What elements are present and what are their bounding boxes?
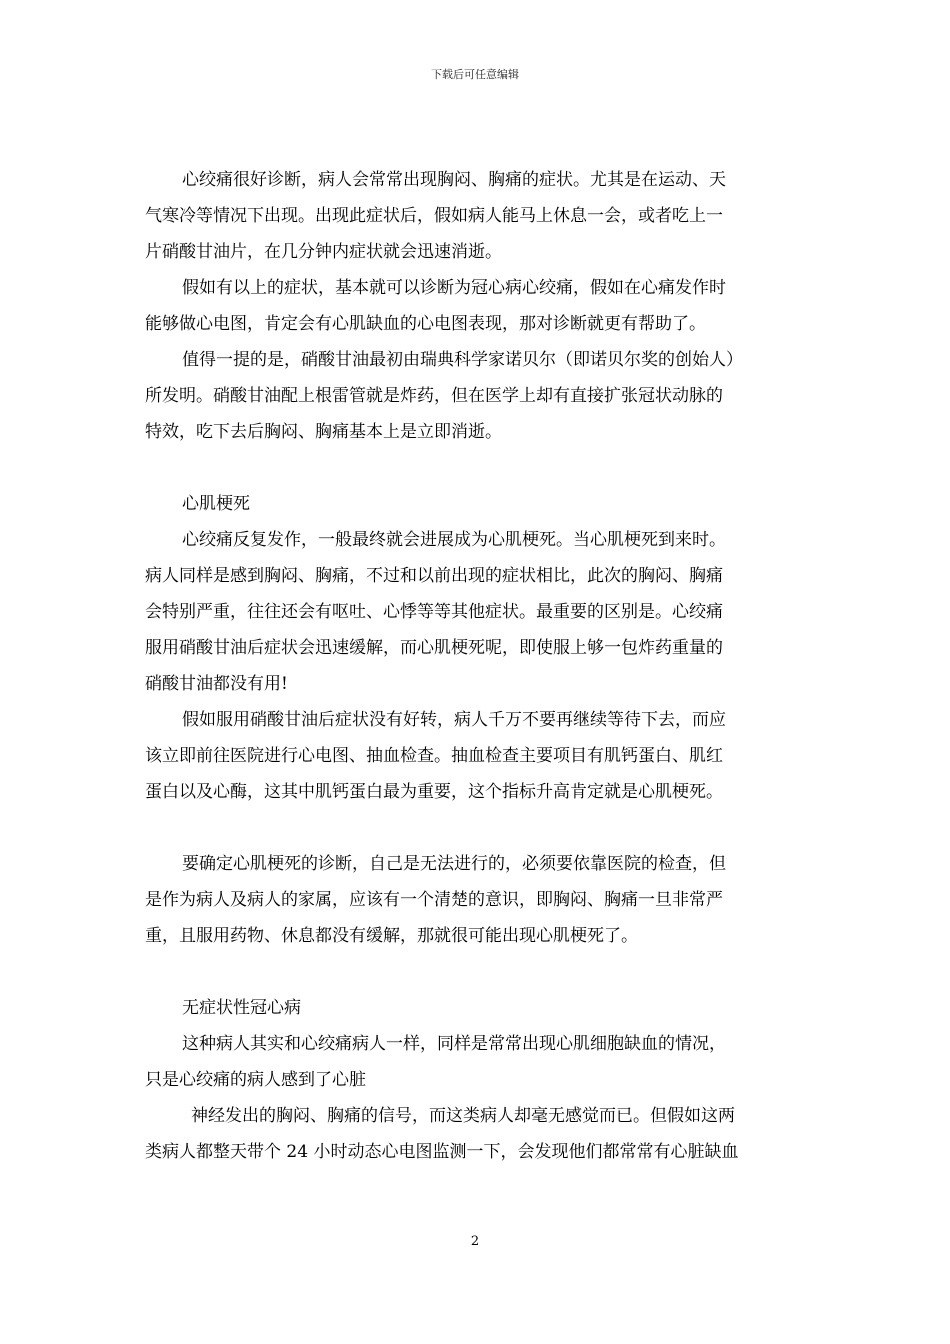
text-line: 会特别严重，往往还会有呕吐、心悸等等其他症状。最重要的区别是。心绞痛 [145, 602, 723, 622]
section-heading-infarction: 心肌梗死 [182, 494, 250, 514]
text-line: 所发明。硝酸甘油配上根雷管就是炸药，但在医学上却有直接扩张冠状动脉的 [145, 386, 723, 406]
text-line: 服用硝酸甘油后症状会迅速缓解，而心肌梗死呢，即使服上够一包炸药重量的 [145, 638, 723, 658]
section-heading-silent-chd: 无症状性冠心病 [182, 998, 301, 1018]
text-line: 重，且服用药物、休息都没有缓解，那就很可能出现心肌梗死了。 [145, 926, 638, 946]
text-line: 能够做心电图，肯定会有心肌缺血的心电图表现，那对诊断就更有帮助了。 [145, 314, 706, 334]
paragraph-infarction-progression [145, 522, 808, 702]
text-line: 硝酸甘油都没有用! [145, 674, 288, 694]
text-line: 气寒冷等情况下出现。出现此症状后，假如病人能马上休息一会，或者吃上一 [145, 206, 723, 226]
paragraph-silent-ischemia [145, 1026, 808, 1098]
text-line: 类病人都整天带个 24 小时动态心电图监测一下，会发现他们都常常有心脏缺血 [145, 1142, 739, 1162]
paragraph-diagnosis-awareness [145, 846, 808, 954]
page-header: 下载后可任意编辑 [431, 68, 519, 81]
text-line: 该立即前往医院进行心电图、抽血检查。抽血检查主要项目有肌钙蛋白、肌红 [145, 746, 723, 766]
text-line: 假如服用硝酸甘油后症状没有好转，病人千万不要再继续等待下去，而应 [182, 710, 726, 730]
text-line: 心绞痛反复发作，一般最终就会进展成为心肌梗死。当心肌梗死到来时。 [182, 530, 726, 550]
text-line: 特效，吃下去后胸闷、胸痛基本上是立即消逝。 [145, 422, 502, 442]
paragraph-angina-diagnosis [145, 162, 808, 270]
paragraph-hospital-checks [145, 702, 808, 810]
text-line: 这种病人其实和心绞痛病人一样，同样是常常出现心肌细胞缺血的情况， [182, 1034, 726, 1054]
document-body [145, 162, 808, 1170]
page-number: 2 [470, 1234, 480, 1249]
text-line: 是作为病人及病人的家属，应该有一个清楚的意识，即胸闷、胸痛一旦非常严 [145, 890, 723, 910]
paragraph-symptoms [145, 270, 808, 342]
text-line: 心绞痛很好诊断，病人会常常出现胸闷、胸痛的症状。尤其是在运动、天 [182, 170, 726, 190]
spacer [145, 954, 808, 990]
text-line: 神经发出的胸闷、胸痛的信号，而这类病人却毫无感觉而已。但假如这两 [191, 1106, 735, 1126]
text-line: 病人同样是感到胸闷、胸痛，不过和以前出现的症状相比，此次的胸闷、胸痛 [145, 566, 723, 586]
text-line: 要确定心肌梗死的诊断，自己是无法进行的，必须要依靠医院的检查，但 [182, 854, 726, 874]
spacer [145, 450, 808, 486]
spacer [145, 810, 808, 846]
text-line: 片硝酸甘油片，在几分钟内症状就会迅速消逝。 [145, 242, 502, 262]
paragraph-nitroglycerin [145, 342, 808, 450]
text-line: 假如有以上的症状，基本就可以诊断为冠心病心绞痛，假如在心痛发作时 [182, 278, 726, 298]
text-line: 只是心绞痛的病人感到了心脏 [145, 1070, 366, 1090]
text-line: 值得一提的是，硝酸甘油最初由瑞典科学家诺贝尔（即诺贝尔奖的创始人） [182, 350, 743, 370]
paragraph-holter-monitoring [145, 1098, 808, 1170]
text-line: 蛋白以及心酶，这其中肌钙蛋白最为重要，这个指标升高肯定就是心肌梗死。 [145, 782, 723, 802]
